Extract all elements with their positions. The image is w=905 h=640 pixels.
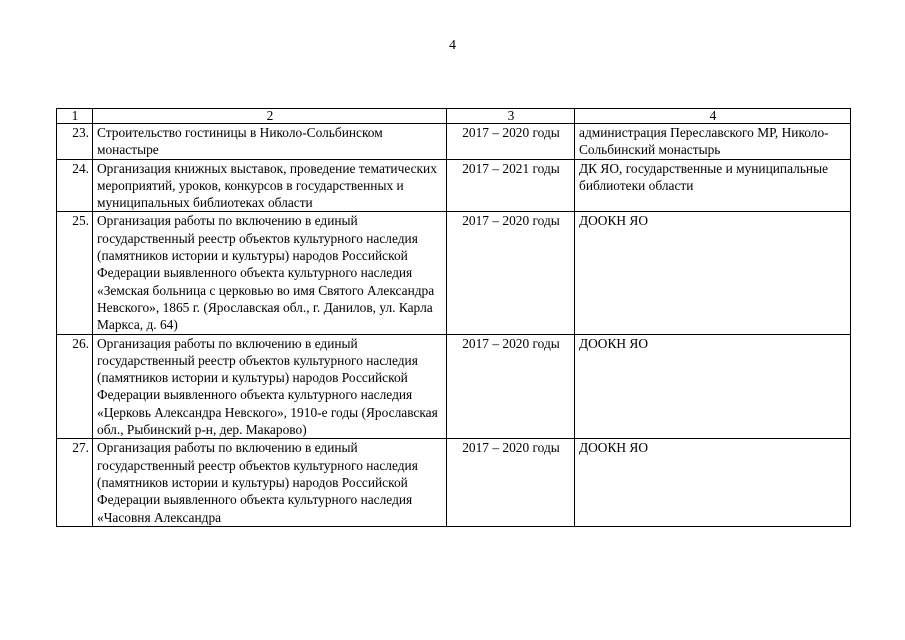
header-cell-number: 1 bbox=[57, 109, 93, 124]
table-header-row bbox=[57, 109, 851, 124]
row-number: 26. bbox=[57, 334, 93, 439]
row-number: 25. bbox=[57, 212, 93, 334]
row-number: 27. bbox=[57, 439, 93, 526]
row-action: Организация работы по включению в единый государственный реестр объектов культурного наследия (памятников истории и культуры) народов Российской Федерации выявленного объекта культурного наследия «Часовня Александра bbox=[93, 439, 447, 526]
table-row bbox=[57, 124, 851, 160]
row-responsible: ДООКН ЯО bbox=[575, 334, 851, 439]
page-number: 4 bbox=[449, 38, 456, 53]
row-period: 2017 – 2020 годы bbox=[447, 124, 575, 160]
header-cell-period: 3 bbox=[447, 109, 575, 124]
row-responsible: ДООКН ЯО bbox=[575, 439, 851, 526]
table-row bbox=[57, 439, 851, 526]
table-row bbox=[57, 212, 851, 334]
row-period: 2017 – 2020 годы bbox=[447, 439, 575, 526]
plan-table bbox=[56, 108, 851, 527]
row-number: 24. bbox=[57, 159, 93, 212]
row-period: 2017 – 2020 годы bbox=[447, 334, 575, 439]
row-action: Организация книжных выставок, проведение тематических мероприятий, уроков, конкурсов в государственных и муниципальных библиотеках области bbox=[93, 159, 447, 212]
row-responsible: ДООКН ЯО bbox=[575, 212, 851, 334]
header-cell-responsible: 4 bbox=[575, 109, 851, 124]
table-row bbox=[57, 159, 851, 212]
row-action: Строительство гостиницы в Николо-Сольбинском монастыре bbox=[93, 124, 447, 160]
row-responsible: администрация Переславского МР, Николо-Сольбинский монастырь bbox=[575, 124, 851, 160]
header-cell-action: 2 bbox=[93, 109, 447, 124]
row-action: Организация работы по включению в единый государственный реестр объектов культурного наследия (памятников истории и культуры) народов Российской Федерации выявленного объекта культурного наследия «Земская больница с церковью во имя Святого Александра Невского», 1865 г. (Ярославская обл., г. Данилов, ул. Карла Маркса, д. 64) bbox=[93, 212, 447, 334]
row-number: 23. bbox=[57, 124, 93, 160]
row-period: 2017 – 2021 годы bbox=[447, 159, 575, 212]
row-responsible: ДК ЯО, государственные и муниципальные библиотеки области bbox=[575, 159, 851, 212]
row-period: 2017 – 2020 годы bbox=[447, 212, 575, 334]
row-action: Организация работы по включению в единый государственный реестр объектов культурного наследия (памятников истории и культуры) народов Российской Федерации выявленного объекта культурного наследия «Церковь Александра Невского», 1910-е годы (Ярославская обл., Рыбинский р-н, дер. Макарово) bbox=[93, 334, 447, 439]
table-row bbox=[57, 334, 851, 439]
